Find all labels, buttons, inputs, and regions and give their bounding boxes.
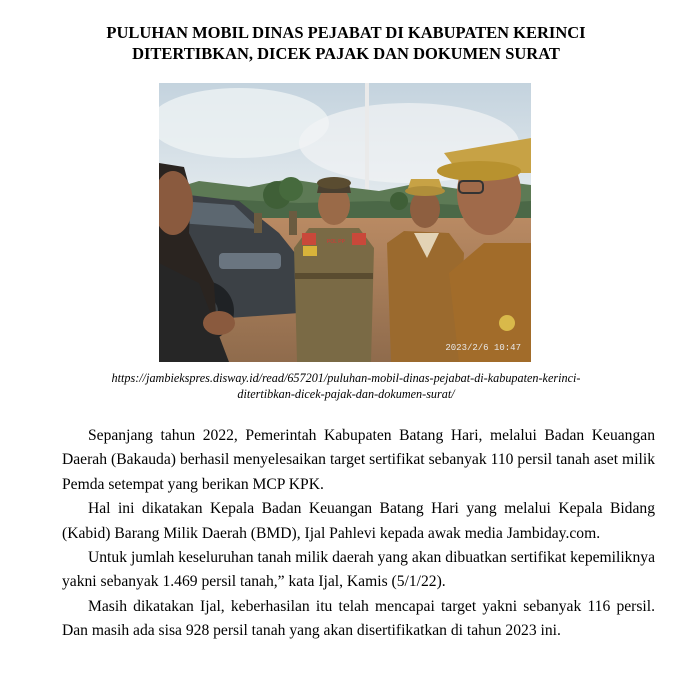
article-body bbox=[62, 424, 655, 644]
news-photo bbox=[159, 83, 531, 362]
photo-timestamp: 2023/2/6 10:47 bbox=[445, 343, 521, 353]
paragraph: Untuk jumlah keseluruhan tanah milik daerah yang akan dibuatkan sertifikat kepemiliknya yakni sebanyak 1.469 persil tanah,” kata Ijal, Kamis (5/1/22). bbox=[62, 549, 655, 591]
paragraph: Hal ini dikatakan Kepala Badan Keuangan Batang Hari yang melalui Kepala Bidang (Kabid) Barang Milik Daerah (BMD), Ijal Pahlevi kepada awak media Jambiday.com. bbox=[62, 500, 655, 542]
svg-text:POL PP: POL PP bbox=[327, 239, 345, 245]
title-line-2: DITERTIBKAN, DICEK PAJAK DAN DOKUMEN SURAT bbox=[132, 44, 560, 63]
caption-line-2: ditertibkan-dicek-pajak-dan-dokumen-surat/ bbox=[237, 386, 455, 401]
paragraph: Sepanjang tahun 2022, Pemerintah Kabupaten Batang Hari, melalui Badan Keuangan Daerah (Bakauda) berhasil menyelesaikan target sertifikat sebanyak 110 persil tanah aset milik Pemda setempat yang berikan MCP KPK. bbox=[62, 427, 655, 493]
title-line-1: PULUHAN MOBIL DINAS PEJABAT DI KABUPATEN KERINCI bbox=[106, 23, 586, 42]
photo-caption bbox=[40, 371, 652, 402]
caption-line-1: https://jambiekspres.disway.id/read/657201/puluhan-mobil-dinas-pejabat-di-kabupaten-kerinci- bbox=[111, 371, 581, 385]
article-title bbox=[0, 22, 692, 64]
paragraph: Masih dikatakan Ijal, keberhasilan itu telah mencapai target yakni sebanyak 116 persil. Dan masih ada sisa 928 persil tanah yang akan disertifikatkan di tahun 2023 ini. bbox=[62, 597, 655, 640]
